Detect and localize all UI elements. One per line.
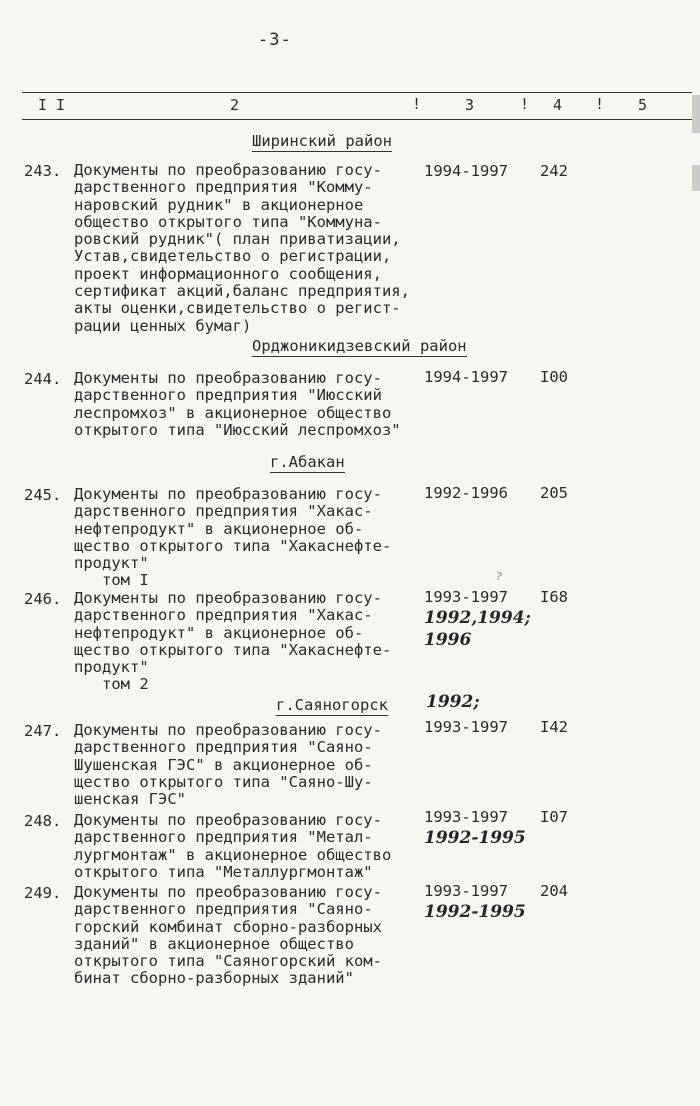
entry-years: 1993-1997 — [424, 588, 508, 606]
entry-count: 205 — [540, 484, 568, 502]
entry-count: I68 — [540, 588, 568, 606]
page-number: -3- — [258, 30, 292, 50]
section-title: Ширинский район — [252, 132, 392, 150]
handwritten-years: 1992-1995 — [424, 828, 526, 848]
entry-number: 248. — [24, 812, 62, 830]
entry-years: 1993-1997 — [424, 882, 508, 900]
handwritten-years: 1992,1994; — [424, 608, 531, 628]
entry-count: 242 — [540, 162, 568, 180]
header-separator: ! — [412, 95, 422, 113]
entry-count: 204 — [540, 882, 568, 900]
entry-number: 245. — [24, 486, 62, 504]
header-col-5: 5 — [638, 96, 648, 114]
entry-description: Документы по преобразованию госу- дарственного предприятия "Хакас- нефтепродукт" в акционерное об- щество открытого типа "Хакаснефте- продукт" том 2 — [74, 589, 392, 694]
entry-number: 243. — [24, 162, 62, 180]
entry-description: Документы по преобразованию госу- дарственного предприятия "Хакас- нефтепродукт" в акционерное об- щество открытого типа "Хакаснефте- продукт" том I — [74, 485, 392, 590]
entry-number: 246. — [24, 590, 62, 608]
entry-number: 249. — [24, 884, 62, 902]
section-title: г.Абакан — [270, 453, 345, 471]
entry-count: I07 — [540, 808, 568, 826]
handwritten-years: 1992; — [426, 692, 480, 712]
entry-description: Документы по преобразованию госу- дарственного предприятия "Июсский леспромхоз" в акционерное общество открытого типа "Июсский леспромхоз" — [74, 369, 401, 439]
entry-years: 1994-1997 — [424, 162, 508, 180]
header-col-4: 4 — [553, 96, 563, 114]
section-title: Орджоникидзевский район — [252, 337, 467, 355]
entry-years: 1994-1997 — [424, 368, 508, 386]
header-separator: ! — [595, 95, 605, 113]
entry-count: I42 — [540, 718, 568, 736]
scan-edge-mark — [692, 95, 700, 133]
entry-description: Документы по преобразованию госу- дарственного предприятия "Метал- лургмонтаж" в акционерное общество открытого типа "Металлургмонтаж" — [74, 811, 392, 881]
entry-count: I00 — [540, 368, 568, 386]
header-col-1: I I — [38, 96, 66, 114]
header-col-3: 3 — [465, 96, 475, 114]
entry-description: Документы по преобразованию госу- дарственного предприятия "Комму- наровский рудник" в акционерное общество открытого типа "Коммуна- ровский рудник"( план приватизации, Устав,свидетельство о регистрации, проект информационного сообщения, сертификат акций,баланс предприятия, акты оценки,свидетельство о регист- рации ценных бумаг) — [74, 161, 410, 335]
header-col-2: 2 — [230, 96, 240, 114]
section-title: г.Саяногорск — [276, 696, 388, 714]
entry-number: 247. — [24, 722, 62, 740]
entry-description: Документы по преобразованию госу- дарственного предприятия "Саяно- горский комбинат сборно-разборных зданий" в акционерное общество открытого типа "Саяногорский ком- бинат сборно-разборных зданий" — [74, 883, 382, 988]
entry-years: 1993-1997 — [424, 808, 508, 826]
header-separator: ! — [520, 95, 530, 113]
scan-edge-mark — [692, 165, 700, 191]
pencil-mark: ? — [496, 570, 502, 583]
handwritten-years: 1992-1995 — [424, 902, 526, 922]
entry-years: 1993-1997 — [424, 718, 508, 736]
entry-number: 244. — [24, 370, 62, 388]
entry-description: Документы по преобразованию госу- дарственного предприятия "Саяно- Шушенская ГЭС" в акционерное об- щество открытого типа "Саяно-Шу- шенская ГЭС" — [74, 721, 382, 809]
entry-years: 1992-1996 — [424, 484, 508, 502]
handwritten-years: 1996 — [424, 630, 472, 650]
header-bottom-rule — [22, 119, 692, 120]
header-top-rule — [22, 92, 692, 93]
